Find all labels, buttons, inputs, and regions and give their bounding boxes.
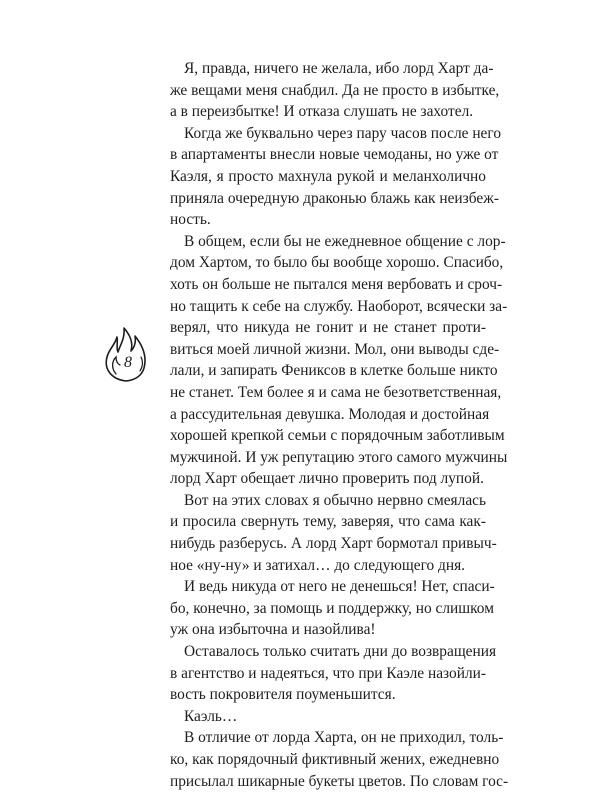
- paragraph: [170, 58, 500, 123]
- text-line: верял, что никуда не гонит и не станет проти-: [170, 319, 486, 337]
- paragraph: [170, 706, 486, 728]
- text-line: дом Хартом, то было бы вообще хорошо. Спасибо,: [170, 254, 504, 272]
- page-number-ornament: [100, 324, 156, 384]
- text-line: в агентство и надеяться, что при Каэле назойли-: [170, 664, 486, 682]
- paragraph: [170, 576, 495, 641]
- paragraph: [170, 641, 497, 706]
- paragraph: [170, 123, 502, 231]
- text-line: виться моей личной жизни. Мол, они выводы сде-: [170, 340, 500, 358]
- text-line: Когда же буквально через пару часов после него: [184, 124, 502, 142]
- text-line: бо, конечно, за помощь и поддержку, но слишком: [170, 599, 494, 617]
- text-line: приняла очередную драконью блажь как неизбеж-: [170, 189, 499, 207]
- text-line: Каэля, я просто махнула рукой и меланхолично: [170, 167, 486, 185]
- paragraph: [170, 231, 508, 490]
- body-text: [170, 58, 509, 792]
- text-line: ное «ну-ну» и затихал… до следующего дня.: [170, 556, 466, 574]
- text-line: вость покровителя поуменьшится.: [170, 686, 396, 704]
- text-line: Я, правда, ничего не желала, ибо лорд Харт да-: [184, 60, 494, 77]
- paragraph: [170, 727, 509, 792]
- text-line: и просила свернуть тему, заверяя, что сама как-: [170, 513, 486, 531]
- text-line: но тащить к себе на службу. Наоборот, всячески за-: [170, 297, 508, 315]
- text-line: лорд Харт обещает лично проверить под лупой.: [170, 470, 484, 488]
- text-line: ность.: [170, 211, 211, 229]
- text-line: хоть он больше не пытался меня вербовать и сроч-: [170, 275, 503, 293]
- text-line: лали, и запирать Фениксов в клетке больше никто: [170, 362, 498, 380]
- text-line: а в переизбытке! И отказа слушать не захотел.: [170, 103, 474, 121]
- text-line: мужчиной. И уж репутацию этого самого мужчины: [170, 448, 508, 466]
- text-line: уж она избыточна и назойлива!: [170, 621, 376, 639]
- text-line: ко, как порядочный фиктивный жених, ежедневно: [170, 751, 500, 768]
- text-line: В общем, если бы не ежедневное общение с лор-: [184, 232, 506, 250]
- text-line: Каэль…: [184, 707, 238, 725]
- text-line: в апартаменты внесли новые чемоданы, но уже от: [170, 146, 499, 164]
- text-line: а рассудительная девушка. Молодая и достойная: [170, 405, 490, 423]
- text-line: же вещами меня снабдил. Да не просто в избытке,: [170, 81, 500, 99]
- text-line: присылал шикарные букеты цветов. По словам гос-: [170, 772, 509, 790]
- page-number: 8: [124, 354, 132, 371]
- text-line: нибудь разберусь. А лорд Харт бормотал привыч-: [170, 535, 497, 553]
- paragraph: [170, 490, 497, 576]
- text-line: не станет. Тем более я и сама не безответственная,: [170, 383, 502, 401]
- text-line: Вот на этих словах я обычно нервно смеялась: [184, 491, 486, 509]
- text-line: В отличие от лорда Харта, он не приходил, толь-: [184, 729, 504, 747]
- text-line: хорошей крепкой семьи с порядочным заботливым: [170, 427, 505, 445]
- text-line: Оставалось только считать дни до возвращения: [184, 643, 497, 661]
- text-line: И ведь никуда от него не денешься! Нет, спаси-: [184, 578, 495, 596]
